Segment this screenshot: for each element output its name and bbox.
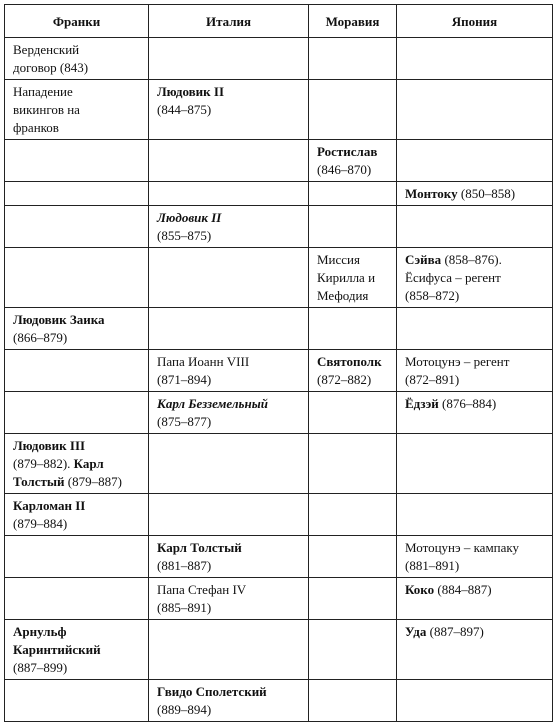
cell-text: Людовик Заика xyxy=(13,312,105,327)
cell-franks xyxy=(5,392,149,434)
cell-line xyxy=(13,119,140,137)
table-row xyxy=(5,38,553,80)
cell-line xyxy=(405,251,544,269)
table-row xyxy=(5,80,553,140)
cell-text: Карл Безземельный xyxy=(157,396,268,411)
cell-text: (855–875) xyxy=(157,228,212,243)
cell-italy xyxy=(149,206,309,248)
cell-line xyxy=(405,353,544,371)
header-moravia: Моравия xyxy=(309,5,397,38)
cell-italy xyxy=(149,494,309,536)
table-row xyxy=(5,392,553,434)
cell-japan xyxy=(397,392,553,434)
cell-moravia xyxy=(309,434,397,494)
cell-line xyxy=(13,497,140,515)
cell-line xyxy=(405,185,544,203)
cell-line xyxy=(405,287,544,305)
cell-text: (850–858) xyxy=(457,186,516,201)
cell-text: (885–891) xyxy=(157,600,212,615)
cell-text: (866–879) xyxy=(13,330,68,345)
cell-franks xyxy=(5,494,149,536)
cell-text: (884–887) xyxy=(434,582,492,597)
table-body xyxy=(5,38,553,722)
cell-moravia xyxy=(309,680,397,722)
cell-moravia xyxy=(309,38,397,80)
cell-text: Ёдзэй xyxy=(405,396,439,411)
cell-line xyxy=(157,599,300,617)
cell-moravia xyxy=(309,80,397,140)
cell-line xyxy=(13,101,140,119)
cell-moravia xyxy=(309,536,397,578)
cell-line xyxy=(157,353,300,371)
cell-line xyxy=(13,311,140,329)
cell-italy xyxy=(149,680,309,722)
cell-text: Ёсифуса – регент xyxy=(405,270,501,285)
cell-franks xyxy=(5,680,149,722)
table-row xyxy=(5,248,553,308)
header-franks: Франки xyxy=(5,5,149,38)
cell-italy xyxy=(149,578,309,620)
cell-japan xyxy=(397,434,553,494)
cell-text: Карломан II xyxy=(13,498,86,513)
cell-line xyxy=(157,557,300,575)
cell-text: (871–894) xyxy=(157,372,212,387)
cell-line xyxy=(157,683,300,701)
cell-franks xyxy=(5,620,149,680)
table-row xyxy=(5,494,553,536)
cell-line xyxy=(317,371,388,389)
cell-line xyxy=(13,659,140,677)
cell-italy xyxy=(149,38,309,80)
cell-text: Миссия xyxy=(317,252,360,267)
table-row xyxy=(5,182,553,206)
cell-text: (875–877) xyxy=(157,414,212,429)
cell-franks xyxy=(5,578,149,620)
cell-franks xyxy=(5,182,149,206)
cell-line xyxy=(157,227,300,245)
cell-line xyxy=(157,395,300,413)
table-row xyxy=(5,206,553,248)
cell-text: Мотоцунэ – кампаку xyxy=(405,540,520,555)
cell-text: договор (843) xyxy=(13,60,89,75)
cell-text: (872–882) xyxy=(317,372,372,387)
cell-text: Папа Стефан IV xyxy=(157,582,247,597)
cell-japan xyxy=(397,38,553,80)
cell-japan xyxy=(397,680,553,722)
cell-line xyxy=(405,371,544,389)
cell-text: Мотоцунэ – регент xyxy=(405,354,510,369)
cell-line xyxy=(13,455,140,473)
cell-text: Папа Иоанн VIII xyxy=(157,354,250,369)
cell-text: (858–872) xyxy=(405,288,460,303)
cell-franks xyxy=(5,350,149,392)
cell-line xyxy=(157,701,300,719)
cell-text: Уда xyxy=(405,624,427,639)
cell-japan xyxy=(397,248,553,308)
cell-franks xyxy=(5,536,149,578)
cell-line xyxy=(405,581,544,599)
cell-italy xyxy=(149,392,309,434)
cell-italy xyxy=(149,350,309,392)
cell-moravia xyxy=(309,620,397,680)
cell-text: Карл xyxy=(73,456,104,471)
cell-moravia xyxy=(309,350,397,392)
table-row xyxy=(5,620,553,680)
cell-franks xyxy=(5,38,149,80)
cell-text: Людовик II xyxy=(157,210,222,225)
cell-line xyxy=(157,101,300,119)
cell-italy xyxy=(149,308,309,350)
cell-line xyxy=(317,287,388,305)
cell-text: Верденский xyxy=(13,42,80,57)
cell-text: (879–887) xyxy=(64,474,122,489)
cell-moravia xyxy=(309,308,397,350)
cell-italy xyxy=(149,248,309,308)
cell-moravia xyxy=(309,140,397,182)
cell-franks xyxy=(5,434,149,494)
cell-italy xyxy=(149,620,309,680)
table-row xyxy=(5,350,553,392)
cell-franks xyxy=(5,308,149,350)
cell-line xyxy=(317,353,388,371)
cell-italy xyxy=(149,536,309,578)
header-japan: Япония xyxy=(397,5,553,38)
cell-italy xyxy=(149,80,309,140)
cell-line xyxy=(13,641,140,659)
cell-line xyxy=(405,623,544,641)
cell-text: (879–882). xyxy=(13,456,74,471)
cell-line xyxy=(317,143,388,161)
cell-line xyxy=(13,59,140,77)
cell-line xyxy=(157,581,300,599)
cell-line xyxy=(317,269,388,287)
cell-text: Коко xyxy=(405,582,435,597)
cell-text: (881–887) xyxy=(157,558,212,573)
cell-text: (887–897) xyxy=(426,624,484,639)
cell-franks xyxy=(5,248,149,308)
header-italy: Италия xyxy=(149,5,309,38)
cell-japan xyxy=(397,308,553,350)
cell-text: (879–884) xyxy=(13,516,68,531)
cell-moravia xyxy=(309,182,397,206)
cell-japan xyxy=(397,620,553,680)
table-row xyxy=(5,434,553,494)
cell-italy xyxy=(149,140,309,182)
cell-line xyxy=(13,41,140,59)
cell-text: (881–891) xyxy=(405,558,460,573)
cell-line xyxy=(405,539,544,557)
cell-text: Сэйва xyxy=(405,252,442,267)
cell-text: (844–875) xyxy=(157,102,212,117)
cell-japan xyxy=(397,206,553,248)
cell-line xyxy=(317,161,388,179)
cell-text: Мефодия xyxy=(317,288,369,303)
cell-moravia xyxy=(309,578,397,620)
cell-text: Кирилла и xyxy=(317,270,376,285)
cell-text: Карл Толстый xyxy=(157,540,242,555)
cell-line xyxy=(317,251,388,269)
cell-text: Нападение xyxy=(13,84,73,99)
cell-japan xyxy=(397,494,553,536)
cell-text: Монтоку xyxy=(405,186,458,201)
cell-moravia xyxy=(309,392,397,434)
cell-japan xyxy=(397,350,553,392)
table-header xyxy=(5,5,553,38)
cell-italy xyxy=(149,434,309,494)
cell-line xyxy=(13,473,140,491)
cell-text: Толстый xyxy=(13,474,65,489)
table-row xyxy=(5,140,553,182)
cell-line xyxy=(13,623,140,641)
cell-italy xyxy=(149,182,309,206)
cell-franks xyxy=(5,206,149,248)
cell-line xyxy=(405,557,544,575)
cell-line xyxy=(13,515,140,533)
cell-franks xyxy=(5,80,149,140)
cell-japan xyxy=(397,182,553,206)
table-row xyxy=(5,308,553,350)
cell-line xyxy=(157,209,300,227)
table-row xyxy=(5,578,553,620)
cell-text: (876–884) xyxy=(438,396,497,411)
cell-text: Людовик III xyxy=(13,438,86,453)
cell-text: Святополк xyxy=(317,354,382,369)
cell-line xyxy=(157,83,300,101)
cell-moravia xyxy=(309,206,397,248)
cell-moravia xyxy=(309,494,397,536)
cell-moravia xyxy=(309,248,397,308)
chronology-table xyxy=(4,4,553,722)
cell-line xyxy=(13,83,140,101)
cell-franks xyxy=(5,140,149,182)
table-row xyxy=(5,536,553,578)
cell-text: Гвидо Сполетский xyxy=(157,684,267,699)
cell-text: (889–894) xyxy=(157,702,212,717)
cell-japan xyxy=(397,578,553,620)
cell-japan xyxy=(397,536,553,578)
cell-line xyxy=(157,539,300,557)
cell-line xyxy=(157,413,300,431)
table-row xyxy=(5,680,553,722)
cell-japan xyxy=(397,140,553,182)
cell-line xyxy=(13,437,140,455)
cell-line xyxy=(157,371,300,389)
cell-text: франков xyxy=(13,120,59,135)
cell-text: (887–899) xyxy=(13,660,68,675)
cell-text: Арнульф xyxy=(13,624,67,639)
header-row xyxy=(5,5,553,38)
cell-text: викингов на xyxy=(13,102,80,117)
cell-text: (846–870) xyxy=(317,162,372,177)
cell-japan xyxy=(397,80,553,140)
cell-line xyxy=(13,329,140,347)
cell-text: Каринтийский xyxy=(13,642,101,657)
cell-text: (872–891) xyxy=(405,372,460,387)
cell-text: (858–876). xyxy=(441,252,502,267)
cell-line xyxy=(405,395,544,413)
cell-text: Людовик II xyxy=(157,84,224,99)
cell-line xyxy=(405,269,544,287)
cell-text: Ростислав xyxy=(317,144,378,159)
